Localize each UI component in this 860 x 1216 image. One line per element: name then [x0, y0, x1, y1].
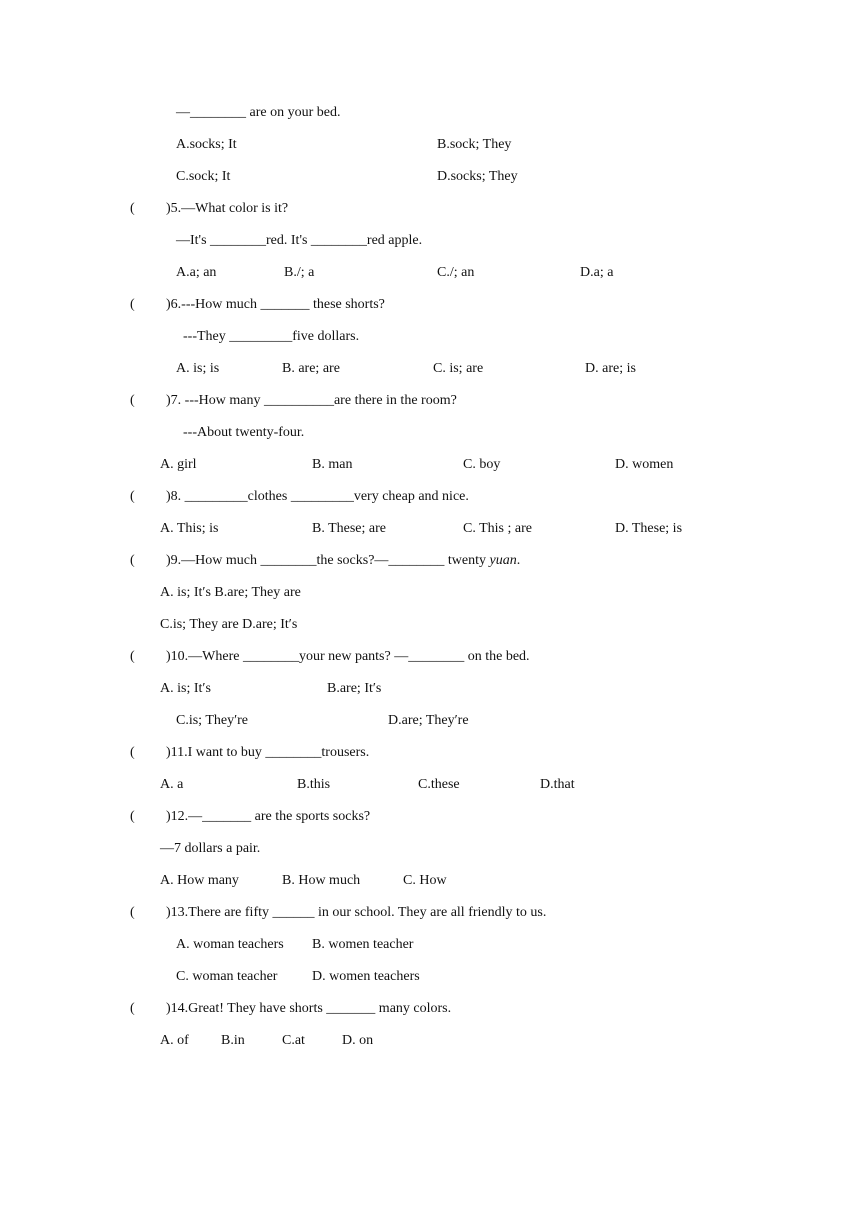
line-text: D.socks; They: [437, 169, 518, 184]
line-text: B.sock; They: [437, 137, 512, 152]
italic-word: yuan: [489, 553, 517, 568]
line-text: C.is; They are D.are; It′s: [160, 617, 298, 632]
line-text: C.these: [418, 777, 460, 792]
line-text: C. boy: [463, 457, 501, 472]
worksheet-line: [0, 583, 860, 603]
answer-bracket: (: [130, 745, 135, 760]
worksheet-line: [0, 679, 860, 699]
line-text: A. How many: [160, 873, 239, 888]
worksheet-line: [0, 615, 860, 635]
line-text: C.at: [282, 1033, 305, 1048]
line-text: C.is; They′re: [176, 713, 249, 728]
line-text: —7 dollars a pair.: [160, 841, 261, 856]
line-text: —________ are on your bed.: [176, 105, 341, 120]
line-text: D. women: [615, 457, 674, 472]
worksheet-line: [0, 103, 860, 123]
line-text: )6.---How much _______ these shorts?: [166, 297, 385, 312]
worksheet-line: [0, 711, 860, 731]
line-text: )8. _________clothes _________very cheap and nice.: [166, 489, 469, 504]
line-text: A.a; an: [176, 265, 217, 280]
worksheet-line: [0, 135, 860, 155]
line-text: C. This ; are: [463, 521, 532, 536]
line-text: A. girl: [160, 457, 197, 472]
answer-bracket: (: [130, 393, 135, 408]
line-text: D. women teachers: [312, 969, 420, 984]
answer-bracket: (: [130, 649, 135, 664]
worksheet-line: [0, 327, 860, 347]
worksheet-line: [0, 839, 860, 859]
question-line: [0, 487, 860, 507]
line-text: C. is; are: [433, 361, 484, 376]
answer-bracket: (: [130, 297, 135, 312]
line-text: A. of: [160, 1033, 189, 1048]
answer-bracket: (: [130, 489, 135, 504]
line-text: B. are; are: [282, 361, 340, 376]
question-line: [0, 295, 860, 315]
question-line: [0, 807, 860, 827]
worksheet-line: [0, 263, 860, 283]
line-text: B.are; It′s: [327, 681, 382, 696]
worksheet-line: [0, 167, 860, 187]
worksheet-line: [0, 423, 860, 443]
question-line: [0, 391, 860, 411]
line-text: )9.—How much ________the socks?—________ twenty yuan.: [166, 553, 521, 568]
line-text: D. These; is: [615, 521, 683, 536]
line-text: C. woman teacher: [176, 969, 278, 984]
line-text: B. women teacher: [312, 937, 414, 952]
question-line: [0, 743, 860, 763]
line-text: )14.Great! They have shorts _______ many colors.: [166, 1001, 452, 1016]
line-text: A. woman teachers: [176, 937, 284, 952]
answer-bracket: (: [130, 553, 135, 568]
line-text: )5.—What color is it?: [166, 201, 289, 216]
line-text: )10.—Where ________your new pants? —________ on the bed.: [166, 649, 530, 664]
line-text: )13.There are fifty ______ in our school. They are all friendly to us.: [166, 905, 547, 920]
line-text: D.are; They′re: [388, 713, 469, 728]
line-text: D. are; is: [585, 361, 636, 376]
line-text: A.socks; It: [176, 137, 237, 152]
line-text: B./; a: [284, 265, 315, 280]
question-line: [0, 551, 860, 571]
worksheet-line: [0, 935, 860, 955]
line-text: A. is; It′s B.are; They are: [160, 585, 301, 600]
question-line: [0, 199, 860, 219]
line-text: A. is; is: [176, 361, 220, 376]
worksheet-line: [0, 455, 860, 475]
worksheet-line: [0, 871, 860, 891]
question-line: [0, 999, 860, 1019]
line-text: )7. ---How many __________are there in the room?: [166, 393, 457, 408]
line-text: D. on: [342, 1033, 374, 1048]
worksheet-line: [0, 967, 860, 987]
line-text: —It's ________red. It's ________red apple.: [176, 233, 423, 248]
line-text: B. These; are: [312, 521, 386, 536]
line-text: B. How much: [282, 873, 361, 888]
worksheet-line: [0, 775, 860, 795]
question-line: [0, 903, 860, 923]
line-text: C. How: [403, 873, 447, 888]
answer-bracket: (: [130, 905, 135, 920]
question-line: [0, 647, 860, 667]
worksheet-line: [0, 1031, 860, 1051]
line-text: D.a; a: [580, 265, 614, 280]
worksheet-line: [0, 519, 860, 539]
answer-bracket: (: [130, 1001, 135, 1016]
line-text: A. is; It′s: [160, 681, 211, 696]
line-text: D.that: [540, 777, 575, 792]
line-text: ---They _________five dollars.: [183, 329, 360, 344]
line-text: B.in: [221, 1033, 245, 1048]
line-text: A. This; is: [160, 521, 219, 536]
line-text: B.this: [297, 777, 331, 792]
worksheet-line: [0, 231, 860, 251]
line-text: )12.—_______ are the sports socks?: [166, 809, 371, 824]
worksheet-line: [0, 359, 860, 379]
line-text: B. man: [312, 457, 353, 472]
line-text: C.sock; It: [176, 169, 231, 184]
answer-bracket: (: [130, 201, 135, 216]
line-text: A. a: [160, 777, 184, 792]
line-text: C./; an: [437, 265, 475, 280]
line-text: )11.I want to buy ________trousers.: [166, 745, 370, 760]
line-text: ---About twenty-four.: [183, 425, 305, 440]
answer-bracket: (: [130, 809, 135, 824]
